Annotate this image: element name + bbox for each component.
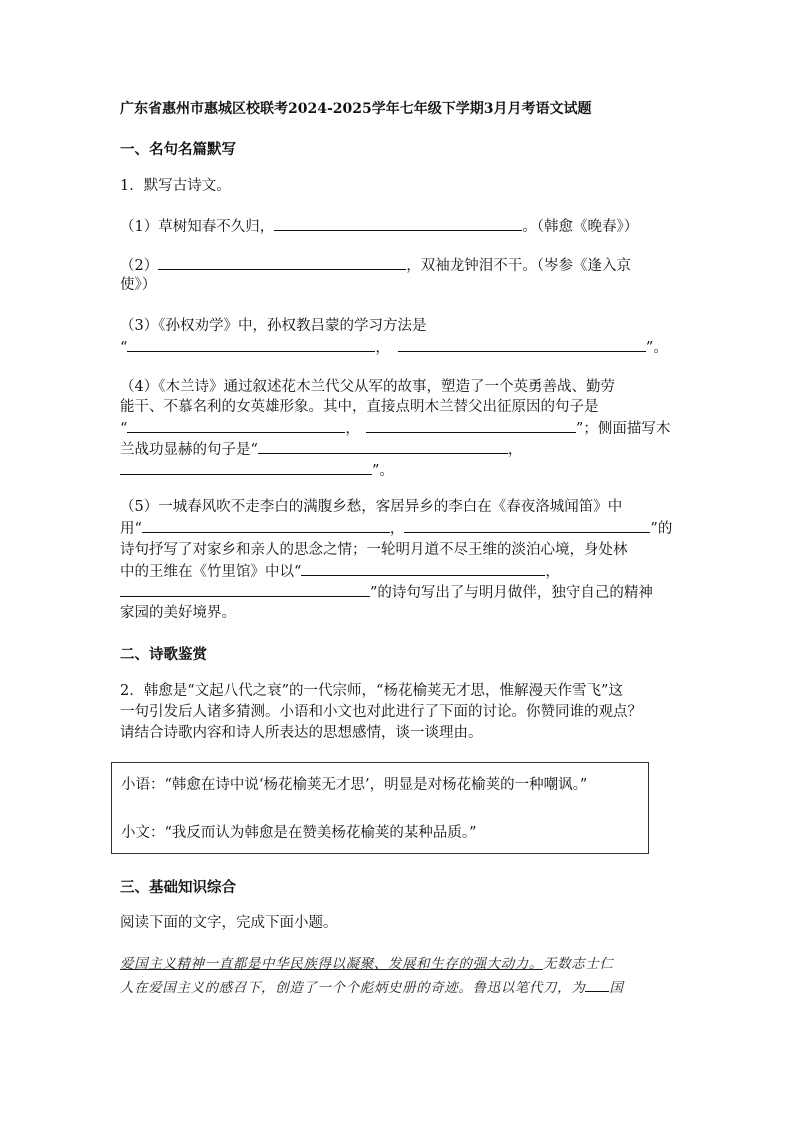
answer-blank[interactable] — [301, 561, 545, 576]
question-1-part-4-l2: 能干、不慕名利的女英雄形象。其中，直接点明木兰替父出征原因的句子是 — [120, 399, 599, 415]
text: （1）草树知春不久归， — [120, 219, 275, 235]
question-2-l2: 一句引发后人诸多猜测。小语和小文也对此进行了下面的讨论。你赞同谁的观点？ — [120, 704, 642, 720]
answer-blank[interactable] — [127, 418, 345, 433]
answer-blank[interactable] — [158, 255, 406, 270]
page-title: 广东省惠州市惠城区校联考2024-2025学年七年级下学期3月月考语文试题 — [120, 101, 592, 117]
text: ， — [507, 442, 523, 458]
text: ”的诗句写出了与明月做伴，独守自己的精神 — [370, 585, 653, 601]
text: ，双袖龙钟泪不干。（岑参《逢入京 — [406, 258, 631, 274]
text: “ — [120, 340, 128, 356]
answer-blank[interactable] — [120, 582, 370, 597]
question-1-part-5-l2 — [120, 518, 672, 539]
passage-line-1 — [120, 952, 614, 972]
text: ”；侧面描写木 — [575, 421, 671, 437]
section-heading-3: 三、基础知识综合 — [120, 879, 236, 896]
text: ”。 — [645, 340, 668, 356]
text: ”。 — [372, 463, 394, 479]
text: ， — [345, 421, 360, 437]
answer-blank[interactable] — [258, 439, 508, 454]
text: ， — [389, 521, 405, 537]
question-1-part-3: （3）《孙权劝学》中，孙权教吕蒙的学习方法是 — [120, 318, 427, 334]
reading-intro: 阅读下面的文字，完成下面小题。 — [120, 915, 338, 931]
question-1-part-5-l4 — [120, 561, 560, 582]
question-1-part-2-cont: 使》） — [120, 277, 157, 293]
text: 无数志士仁 — [543, 956, 614, 972]
question-2-l3: 请结合诗歌内容和诗人所表达的思想感情，谈一谈理由。 — [120, 725, 483, 741]
question-1-part-2 — [120, 255, 631, 276]
question-1-part-4-l5 — [120, 460, 394, 481]
question-1-part-4-l3 — [120, 418, 670, 439]
text: “ — [120, 421, 128, 437]
question-2: 2．韩愈是“文起八代之衰”的一代宗师，“杨花榆荚无才思，惟解漫天作雪飞”这 — [120, 683, 623, 699]
answer-blank[interactable] — [398, 337, 646, 352]
text: ， — [545, 564, 560, 580]
xiaoyu-statement: 小语：“韩愈在诗中说‘杨花榆荚无才思’，明显是对杨花榆荚的一种嘲讽。” — [121, 777, 588, 793]
section-heading-2: 二、诗歌鉴赏 — [120, 646, 207, 663]
question-1-part-5-l5 — [120, 582, 653, 603]
passage-line-2 — [120, 976, 623, 996]
discussion-box — [111, 762, 649, 854]
text: 兰战功显赫的句子是“ — [120, 442, 258, 458]
answer-blank[interactable] — [404, 518, 650, 533]
underlined-text: 爱国主义精神一直都是中华民族得以凝聚、发展和生存的强大动力。 — [120, 956, 543, 972]
text: ”的 — [650, 521, 673, 537]
text: 国 — [609, 980, 624, 996]
question-1-part-4-l4 — [120, 439, 522, 460]
answer-blank[interactable] — [366, 418, 576, 433]
question-1-part-4: （4）《木兰诗》通过叙述花木兰代父从军的故事，塑造了一个英勇善战、勤劳 — [120, 379, 615, 395]
text: （2） — [120, 258, 159, 274]
question-1-part-5-l6: 家园的美好境界。 — [120, 605, 236, 621]
answer-blank[interactable] — [127, 337, 375, 352]
answer-blank[interactable] — [585, 979, 609, 992]
question-1-part-1 — [120, 216, 638, 237]
question-1-part-3-blanks — [120, 337, 668, 358]
text: ， — [375, 340, 390, 356]
question-1: 1．默写古诗文。 — [120, 178, 231, 194]
question-1-part-5: （5）一城春风吹不走李白的满腹乡愁，客居异乡的李白在《春夜洛城闻笛》中 — [120, 499, 623, 515]
text: 人在爱国主义的感召下，创造了一个个彪炳史册的奇迹。鲁迅以笔代刀，为 — [120, 980, 586, 996]
question-1-part-5-l3: 诗句抒写了对家乡和亲人的思念之情；一轮明月道不尽王维的淡泊心境，身处林 — [120, 542, 628, 558]
section-heading-1: 一、名句名篇默写 — [120, 141, 236, 158]
text: 中的王维在《竹里馆》中以“ — [120, 564, 302, 580]
answer-blank[interactable] — [120, 460, 372, 475]
text: 。（韩愈《晚春》） — [522, 219, 639, 235]
text: 用“ — [120, 521, 142, 537]
answer-blank[interactable] — [274, 216, 522, 231]
answer-blank[interactable] — [142, 518, 390, 533]
xiaowen-statement: 小文：“我反而认为韩愈是在赞美杨花榆荚的某种品质。” — [121, 825, 477, 841]
